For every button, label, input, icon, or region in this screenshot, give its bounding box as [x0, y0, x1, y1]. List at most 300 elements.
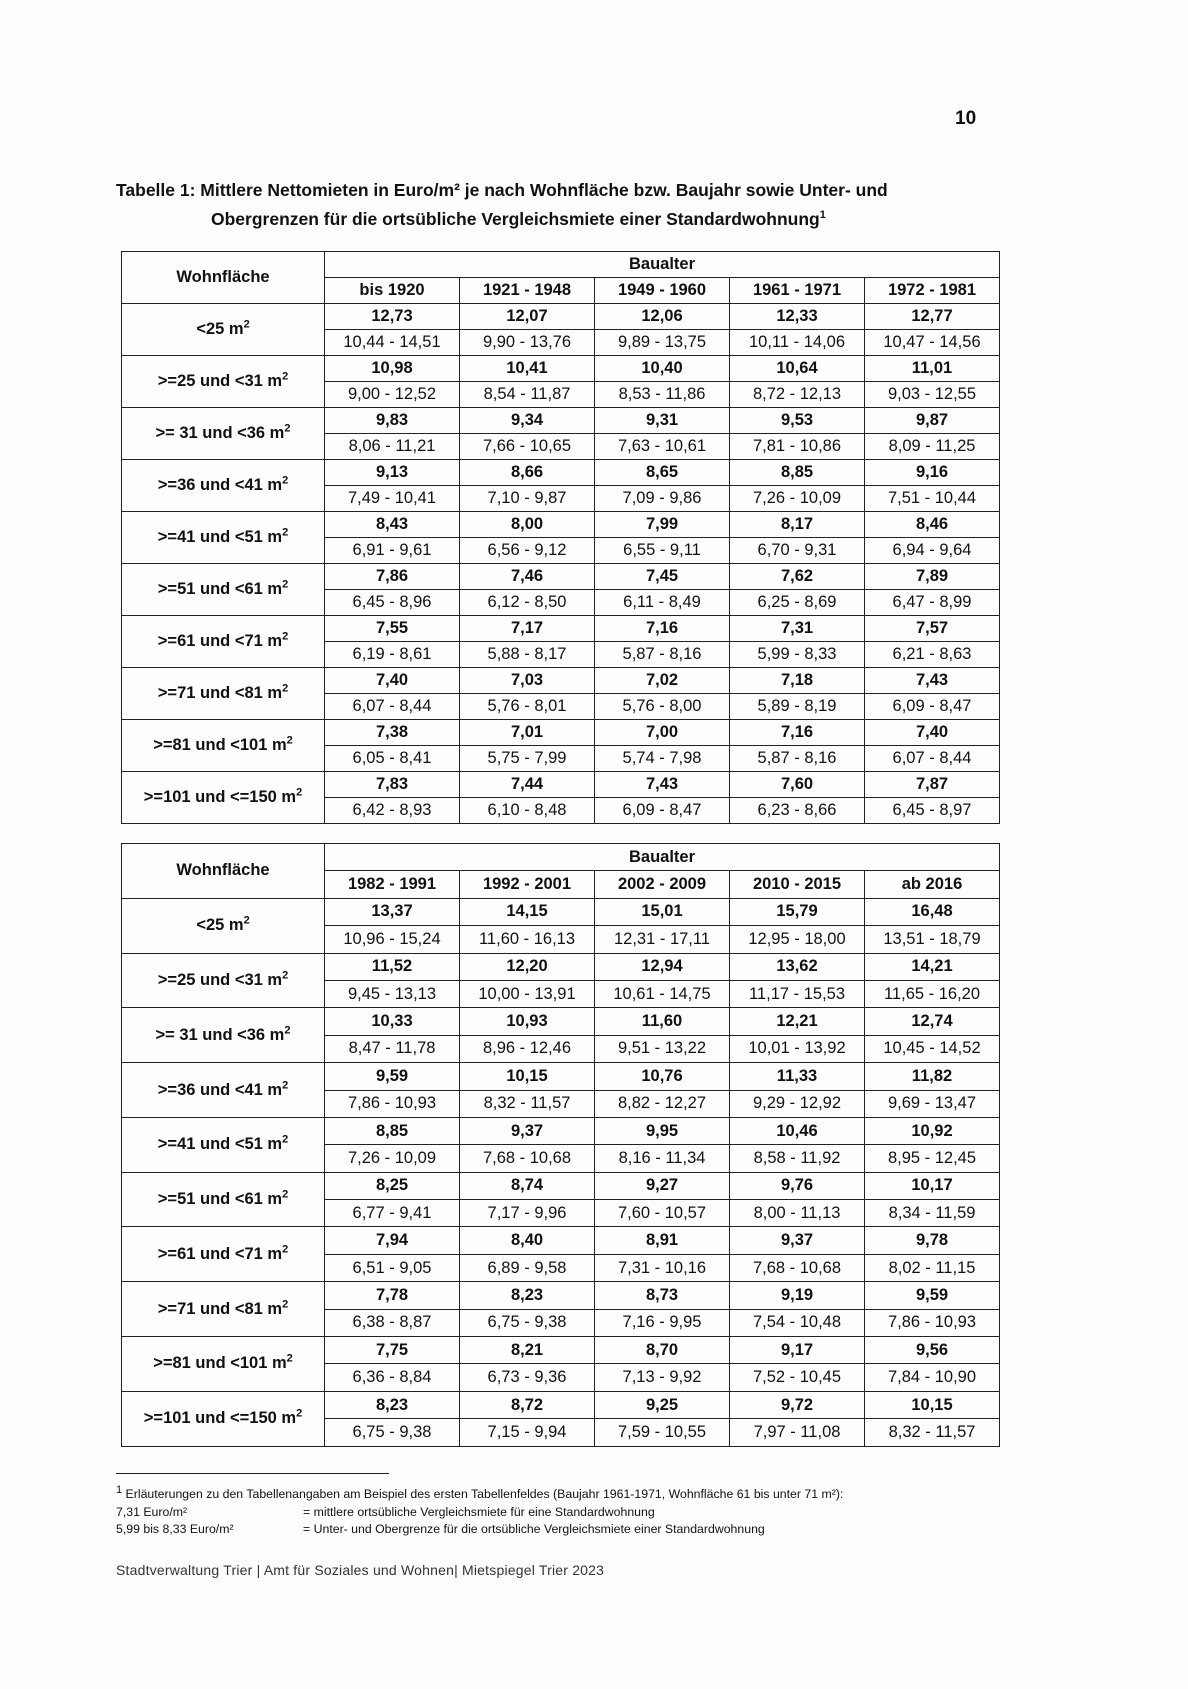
mean-rent-cell: 15,01: [595, 898, 730, 925]
rent-range-cell: 10,11 - 14,06: [730, 330, 865, 356]
rent-range-cell: 6,55 - 9,11: [595, 538, 730, 564]
rent-range-cell: 10,01 - 13,92: [730, 1035, 865, 1062]
rent-range-cell: 7,15 - 9,94: [460, 1419, 595, 1446]
rent-range-cell: 8,32 - 11,57: [865, 1419, 1000, 1446]
footnote-entry-key: 5,99 bis 8,33 Euro/m²: [116, 1522, 234, 1536]
mean-rent-cell: 12,94: [595, 953, 730, 980]
column-header: 1921 - 1948: [460, 278, 595, 304]
mean-rent-cell: 7,83: [325, 772, 460, 798]
area-unit-exponent: 2: [286, 1352, 293, 1365]
mean-rent-cell: 7,16: [595, 616, 730, 642]
page-footer: Stadtverwaltung Trier | Amt für Soziales und Wohnen| Mietspiegel Trier 2023: [116, 1562, 605, 1578]
mean-rent-cell: 11,01: [865, 356, 1000, 382]
footnote-entry: [116, 1504, 843, 1522]
rent-range-cell: 6,07 - 8,44: [325, 694, 460, 720]
mean-rent-cell: 9,13: [325, 460, 460, 486]
area-cell: [122, 720, 325, 772]
area-cell: [122, 1282, 325, 1337]
area-unit-exponent: 2: [282, 1243, 289, 1256]
rent-range-cell: 7,09 - 9,86: [595, 486, 730, 512]
rent-range-cell: 5,74 - 7,98: [595, 746, 730, 772]
area-cell: [122, 1117, 325, 1172]
rent-range-cell: 6,38 - 8,87: [325, 1309, 460, 1336]
area-unit-exponent: 2: [284, 1024, 291, 1037]
rent-range-cell: 6,23 - 8,66: [730, 798, 865, 824]
table-row-mean: [122, 1063, 1000, 1090]
footnote-entry: [116, 1521, 843, 1539]
mean-rent-cell: 10,98: [325, 356, 460, 382]
area-label: >=51 und <61 m: [157, 1190, 283, 1209]
area-header: Wohnfläche: [122, 252, 325, 304]
table-row-mean: [122, 720, 1000, 746]
area-label: >=101 und <=150 m: [143, 1409, 297, 1428]
rent-range-cell: 5,87 - 8,16: [595, 642, 730, 668]
mean-rent-cell: 9,83: [325, 408, 460, 434]
mean-rent-cell: 8,40: [460, 1227, 595, 1254]
rent-range-cell: 8,00 - 11,13: [730, 1200, 865, 1227]
mean-rent-cell: 10,46: [730, 1117, 865, 1144]
area-cell: [122, 668, 325, 720]
mean-rent-cell: 7,45: [595, 564, 730, 590]
area-label: >=61 und <71 m: [157, 632, 283, 650]
baualter-header: Baualter: [325, 252, 1000, 278]
mean-rent-cell: 9,37: [730, 1227, 865, 1254]
mean-rent-cell: 8,70: [595, 1337, 730, 1364]
rent-range-cell: 8,54 - 11,87: [460, 382, 595, 408]
rent-range-cell: 10,00 - 13,91: [460, 980, 595, 1007]
area-cell: [122, 1227, 325, 1282]
mean-rent-cell: 9,87: [865, 408, 1000, 434]
mean-rent-cell: 8,91: [595, 1227, 730, 1254]
rent-range-cell: 6,11 - 8,49: [595, 590, 730, 616]
rent-range-cell: 7,17 - 9,96: [460, 1200, 595, 1227]
mean-rent-cell: 7,87: [865, 772, 1000, 798]
mean-rent-cell: 10,93: [460, 1008, 595, 1035]
area-unit-exponent: 2: [286, 734, 293, 747]
area-unit-exponent: 2: [282, 1133, 289, 1146]
mean-rent-cell: 10,76: [595, 1063, 730, 1090]
mean-rent-cell: 9,76: [730, 1172, 865, 1199]
rent-range-cell: 7,51 - 10,44: [865, 486, 1000, 512]
area-label: >=25 und <31 m: [157, 372, 283, 390]
mean-rent-cell: 12,21: [730, 1008, 865, 1035]
table-row-mean: [122, 1172, 1000, 1199]
mean-rent-cell: 8,23: [460, 1282, 595, 1309]
rent-range-cell: 7,10 - 9,87: [460, 486, 595, 512]
column-header: 2002 - 2009: [595, 871, 730, 898]
rent-range-cell: 5,87 - 8,16: [730, 746, 865, 772]
rent-range-cell: 7,59 - 10,55: [595, 1419, 730, 1446]
rent-range-cell: 5,99 - 8,33: [730, 642, 865, 668]
rent-range-cell: 10,44 - 14,51: [325, 330, 460, 356]
rent-range-cell: 9,00 - 12,52: [325, 382, 460, 408]
mean-rent-cell: 16,48: [865, 898, 1000, 925]
area-cell: [122, 953, 325, 1008]
mean-rent-cell: 10,15: [865, 1391, 1000, 1418]
area-unit-exponent: 2: [282, 1188, 289, 1201]
rent-range-cell: 5,88 - 8,17: [460, 642, 595, 668]
mean-rent-cell: 7,89: [865, 564, 1000, 590]
mean-rent-cell: 7,78: [325, 1282, 460, 1309]
mean-rent-cell: 7,00: [595, 720, 730, 746]
rent-range-cell: 7,31 - 10,16: [595, 1254, 730, 1281]
rent-range-cell: 9,89 - 13,75: [595, 330, 730, 356]
area-label: >=41 und <51 m: [157, 1135, 283, 1154]
rent-range-cell: 11,60 - 16,13: [460, 926, 595, 953]
mean-rent-cell: 13,62: [730, 953, 865, 980]
rent-range-cell: 7,66 - 10,65: [460, 434, 595, 460]
rent-range-cell: 7,16 - 9,95: [595, 1309, 730, 1336]
area-cell: [122, 460, 325, 512]
rent-range-cell: 7,49 - 10,41: [325, 486, 460, 512]
mean-rent-cell: 9,59: [325, 1063, 460, 1090]
rent-range-cell: 9,29 - 12,92: [730, 1090, 865, 1117]
rent-range-cell: 9,51 - 13,22: [595, 1035, 730, 1062]
mean-rent-cell: 10,41: [460, 356, 595, 382]
rent-range-cell: 6,07 - 8,44: [865, 746, 1000, 772]
area-label: >=25 und <31 m: [157, 970, 283, 989]
mean-rent-cell: 9,56: [865, 1337, 1000, 1364]
mean-rent-cell: 12,33: [730, 304, 865, 330]
mean-rent-cell: 8,25: [325, 1172, 460, 1199]
rent-range-cell: 6,91 - 9,61: [325, 538, 460, 564]
rent-range-cell: 5,76 - 8,01: [460, 694, 595, 720]
footnote-text: Erläuterungen zu den Tabellenangaben am Beispiel des ersten Tabellenfeldes (Baujahr 1961-1971, Wohnfläche 61 bis unter 71 m²):: [125, 1487, 844, 1501]
table-row-mean: [122, 564, 1000, 590]
rent-range-cell: 13,51 - 18,79: [865, 926, 1000, 953]
mean-rent-cell: 8,00: [460, 512, 595, 538]
mean-rent-cell: 9,17: [730, 1337, 865, 1364]
rent-range-cell: 6,09 - 8,47: [865, 694, 1000, 720]
table-row-mean: [122, 1008, 1000, 1035]
column-header: 1982 - 1991: [325, 871, 460, 898]
rent-range-cell: 7,26 - 10,09: [325, 1145, 460, 1172]
area-unit-exponent: 2: [282, 969, 289, 982]
area-unit-exponent: 2: [243, 318, 250, 331]
table-row-mean: [122, 953, 1000, 980]
rent-range-cell: 7,86 - 10,93: [325, 1090, 460, 1117]
rent-range-cell: 7,97 - 11,08: [730, 1419, 865, 1446]
mean-rent-cell: 10,15: [460, 1063, 595, 1090]
area-label: >=36 und <41 m: [157, 1080, 283, 1099]
mean-rent-cell: 12,74: [865, 1008, 1000, 1035]
table-row-mean: [122, 1227, 1000, 1254]
rent-range-cell: 8,02 - 11,15: [865, 1254, 1000, 1281]
column-header: 1972 - 1981: [865, 278, 1000, 304]
mean-rent-cell: 7,43: [595, 772, 730, 798]
mean-rent-cell: 12,06: [595, 304, 730, 330]
rent-range-cell: 7,13 - 9,92: [595, 1364, 730, 1391]
area-label: >=61 und <71 m: [157, 1244, 283, 1263]
mean-rent-cell: 10,33: [325, 1008, 460, 1035]
area-unit-exponent: 2: [296, 786, 303, 799]
table-row-mean: [122, 898, 1000, 925]
footnote-divider: [116, 1473, 389, 1474]
mean-rent-cell: 7,02: [595, 668, 730, 694]
area-label: >=36 und <41 m: [157, 476, 283, 494]
area-label: >= 31 und <36 m: [155, 424, 285, 442]
mean-rent-cell: 9,19: [730, 1282, 865, 1309]
mean-rent-cell: 9,72: [730, 1391, 865, 1418]
page-number: 10: [955, 108, 977, 129]
rent-range-cell: 5,76 - 8,00: [595, 694, 730, 720]
mean-rent-cell: 8,72: [460, 1391, 595, 1418]
area-label: >=101 und <=150 m: [143, 788, 297, 806]
rent-range-cell: 6,42 - 8,93: [325, 798, 460, 824]
column-header: 1992 - 2001: [460, 871, 595, 898]
mean-rent-cell: 7,17: [460, 616, 595, 642]
rent-range-cell: 10,47 - 14,56: [865, 330, 1000, 356]
area-cell: [122, 1337, 325, 1392]
rent-range-cell: 6,89 - 9,58: [460, 1254, 595, 1281]
header-row: [122, 252, 1000, 278]
footnote: [116, 1483, 844, 1539]
table-row-mean: [122, 304, 1000, 330]
area-cell: [122, 1172, 325, 1227]
mean-rent-cell: 7,86: [325, 564, 460, 590]
area-unit-exponent: 2: [282, 370, 289, 383]
rent-range-cell: 10,45 - 14,52: [865, 1035, 1000, 1062]
area-cell: [122, 1391, 325, 1446]
area-label: >= 31 und <36 m: [155, 1025, 285, 1044]
mean-rent-cell: 12,77: [865, 304, 1000, 330]
mean-rent-cell: 11,82: [865, 1063, 1000, 1090]
rent-range-cell: 6,51 - 9,05: [325, 1254, 460, 1281]
mean-rent-cell: 9,59: [865, 1282, 1000, 1309]
footnote-marker: 1: [116, 1483, 123, 1496]
area-cell: [122, 1008, 325, 1063]
area-unit-exponent: 2: [282, 630, 289, 643]
footnote-entry-key: 7,31 Euro/m²: [116, 1504, 188, 1519]
rent-range-cell: 7,68 - 10,68: [730, 1254, 865, 1281]
mean-rent-cell: 8,85: [325, 1117, 460, 1144]
mean-rent-cell: 7,62: [730, 564, 865, 590]
rent-range-cell: 8,82 - 12,27: [595, 1090, 730, 1117]
mean-rent-cell: 7,94: [325, 1227, 460, 1254]
rent-range-cell: 12,95 - 18,00: [730, 926, 865, 953]
header-row: [122, 844, 1000, 871]
mean-rent-cell: 7,60: [730, 772, 865, 798]
rent-range-cell: 6,47 - 8,99: [865, 590, 1000, 616]
mean-rent-cell: 8,73: [595, 1282, 730, 1309]
area-cell: [122, 898, 325, 953]
rent-range-cell: 7,86 - 10,93: [865, 1309, 1000, 1336]
table-row-mean: [122, 616, 1000, 642]
mean-rent-cell: 9,16: [865, 460, 1000, 486]
mean-rent-cell: 8,66: [460, 460, 595, 486]
caption-line-2-text: Obergrenzen für die ortsübliche Vergleichsmiete einer Standardwohnung: [211, 209, 820, 229]
mean-rent-cell: 8,74: [460, 1172, 595, 1199]
mean-rent-cell: 11,33: [730, 1063, 865, 1090]
rent-range-cell: 6,05 - 8,41: [325, 746, 460, 772]
rent-range-cell: 6,77 - 9,41: [325, 1200, 460, 1227]
mean-rent-cell: 12,07: [460, 304, 595, 330]
mean-rent-cell: 15,79: [730, 898, 865, 925]
rent-range-cell: 8,53 - 11,86: [595, 382, 730, 408]
mean-rent-cell: 11,52: [325, 953, 460, 980]
area-cell: [122, 512, 325, 564]
area-label: >=81 und <101 m: [153, 1354, 287, 1373]
rent-table-1: [121, 251, 1000, 824]
table-row-mean: [122, 512, 1000, 538]
mean-rent-cell: 8,46: [865, 512, 1000, 538]
area-label: >=51 und <61 m: [157, 580, 283, 598]
rent-range-cell: 6,73 - 9,36: [460, 1364, 595, 1391]
rent-range-cell: 7,84 - 10,90: [865, 1364, 1000, 1391]
rent-range-cell: 8,32 - 11,57: [460, 1090, 595, 1117]
mean-rent-cell: 7,43: [865, 668, 1000, 694]
mean-rent-cell: 7,16: [730, 720, 865, 746]
area-cell: [122, 408, 325, 460]
table-row-mean: [122, 772, 1000, 798]
mean-rent-cell: 7,57: [865, 616, 1000, 642]
area-label: >=71 und <81 m: [157, 684, 283, 702]
mean-rent-cell: 7,99: [595, 512, 730, 538]
table-row-mean: [122, 1282, 1000, 1309]
mean-rent-cell: 7,40: [865, 720, 1000, 746]
mean-rent-cell: 9,37: [460, 1117, 595, 1144]
area-unit-exponent: 2: [282, 578, 289, 591]
footnote-marker: 1: [819, 209, 826, 222]
mean-rent-cell: 8,23: [325, 1391, 460, 1418]
area-unit-exponent: 2: [282, 682, 289, 695]
area-unit-exponent: 2: [282, 526, 289, 539]
area-header: Wohnfläche: [122, 844, 325, 899]
mean-rent-cell: 10,64: [730, 356, 865, 382]
area-cell: [122, 356, 325, 408]
rent-range-cell: 6,19 - 8,61: [325, 642, 460, 668]
mean-rent-cell: 9,27: [595, 1172, 730, 1199]
rent-range-cell: 9,69 - 13,47: [865, 1090, 1000, 1117]
column-header: 1949 - 1960: [595, 278, 730, 304]
rent-range-cell: 6,12 - 8,50: [460, 590, 595, 616]
mean-rent-cell: 7,55: [325, 616, 460, 642]
rent-range-cell: 6,45 - 8,97: [865, 798, 1000, 824]
mean-rent-cell: 8,21: [460, 1337, 595, 1364]
rent-range-cell: 8,06 - 11,21: [325, 434, 460, 460]
rent-range-cell: 8,58 - 11,92: [730, 1145, 865, 1172]
mean-rent-cell: 14,15: [460, 898, 595, 925]
caption-line-1: Tabelle 1: Mittlere Nettomieten in Euro/m² je nach Wohnfläche bzw. Baujahr sowie Unter- und: [116, 180, 888, 200]
rent-range-cell: 6,45 - 8,96: [325, 590, 460, 616]
mean-rent-cell: 7,46: [460, 564, 595, 590]
area-label: >=81 und <101 m: [153, 736, 287, 754]
mean-rent-cell: 9,31: [595, 408, 730, 434]
mean-rent-cell: 11,60: [595, 1008, 730, 1035]
rent-range-cell: 11,65 - 16,20: [865, 980, 1000, 1007]
rent-range-cell: 8,34 - 11,59: [865, 1200, 1000, 1227]
area-cell: [122, 772, 325, 824]
mean-rent-cell: 12,73: [325, 304, 460, 330]
mean-rent-cell: 8,65: [595, 460, 730, 486]
area-cell: [122, 564, 325, 616]
rent-table-2: [121, 843, 1000, 1447]
table-row-mean: [122, 668, 1000, 694]
mean-rent-cell: 8,43: [325, 512, 460, 538]
mean-rent-cell: 7,18: [730, 668, 865, 694]
mean-rent-cell: 9,78: [865, 1227, 1000, 1254]
rent-range-cell: 7,63 - 10,61: [595, 434, 730, 460]
rent-table-body: [122, 844, 1000, 1447]
rent-range-cell: 9,03 - 12,55: [865, 382, 1000, 408]
rent-range-cell: 6,70 - 9,31: [730, 538, 865, 564]
rent-range-cell: 8,16 - 11,34: [595, 1145, 730, 1172]
column-header: bis 1920: [325, 278, 460, 304]
table-caption: [116, 176, 1116, 234]
baualter-header: Baualter: [325, 844, 1000, 871]
area-unit-exponent: 2: [296, 1407, 303, 1420]
table-row-mean: [122, 1117, 1000, 1144]
rent-range-cell: 5,75 - 7,99: [460, 746, 595, 772]
area-unit-exponent: 2: [282, 1298, 289, 1311]
mean-rent-cell: 10,92: [865, 1117, 1000, 1144]
rent-range-cell: 8,95 - 12,45: [865, 1145, 1000, 1172]
rent-range-cell: 9,90 - 13,76: [460, 330, 595, 356]
caption-line-2: [116, 205, 1116, 234]
mean-rent-cell: 9,25: [595, 1391, 730, 1418]
rent-range-cell: 6,25 - 8,69: [730, 590, 865, 616]
rent-range-cell: 6,75 - 9,38: [325, 1419, 460, 1446]
rent-range-cell: 7,81 - 10,86: [730, 434, 865, 460]
rent-range-cell: 7,54 - 10,48: [730, 1309, 865, 1336]
mean-rent-cell: 8,85: [730, 460, 865, 486]
footnote-entry-value: = Unter- und Obergrenze für die ortsübliche Vergleichsmiete einer Standardwohnung: [303, 1522, 765, 1536]
mean-rent-cell: 9,95: [595, 1117, 730, 1144]
area-label: <25 m: [196, 916, 244, 935]
area-unit-exponent: 2: [284, 422, 291, 435]
area-cell: [122, 304, 325, 356]
mean-rent-cell: 12,20: [460, 953, 595, 980]
rent-range-cell: 6,10 - 8,48: [460, 798, 595, 824]
footnote-entry-value: = mittlere ortsübliche Vergleichsmiete für eine Standardwohnung: [303, 1504, 655, 1519]
mean-rent-cell: 7,01: [460, 720, 595, 746]
rent-range-cell: 7,68 - 10,68: [460, 1145, 595, 1172]
rent-range-cell: 6,56 - 9,12: [460, 538, 595, 564]
area-label: >=41 und <51 m: [157, 528, 283, 546]
mean-rent-cell: 10,17: [865, 1172, 1000, 1199]
rent-range-cell: 9,45 - 13,13: [325, 980, 460, 1007]
column-header: 1961 - 1971: [730, 278, 865, 304]
rent-range-cell: 6,09 - 8,47: [595, 798, 730, 824]
rent-table-body: [122, 252, 1000, 824]
table-row-mean: [122, 1337, 1000, 1364]
area-cell: [122, 616, 325, 668]
mean-rent-cell: 7,40: [325, 668, 460, 694]
rent-range-cell: 6,21 - 8,63: [865, 642, 1000, 668]
column-header: ab 2016: [865, 871, 1000, 898]
mean-rent-cell: 7,44: [460, 772, 595, 798]
rent-range-cell: 8,47 - 11,78: [325, 1035, 460, 1062]
mean-rent-cell: 10,40: [595, 356, 730, 382]
table-row-mean: [122, 460, 1000, 486]
table-row-mean: [122, 408, 1000, 434]
rent-range-cell: 10,61 - 14,75: [595, 980, 730, 1007]
rent-range-cell: 6,36 - 8,84: [325, 1364, 460, 1391]
rent-range-cell: 8,72 - 12,13: [730, 382, 865, 408]
area-label: <25 m: [196, 320, 244, 338]
area-unit-exponent: 2: [243, 914, 250, 927]
mean-rent-cell: 9,53: [730, 408, 865, 434]
area-cell: [122, 1063, 325, 1118]
mean-rent-cell: 14,21: [865, 953, 1000, 980]
mean-rent-cell: 7,75: [325, 1337, 460, 1364]
rent-range-cell: 7,60 - 10,57: [595, 1200, 730, 1227]
rent-range-cell: 5,89 - 8,19: [730, 694, 865, 720]
area-unit-exponent: 2: [282, 474, 289, 487]
mean-rent-cell: 7,03: [460, 668, 595, 694]
rent-range-cell: 12,31 - 17,11: [595, 926, 730, 953]
rent-range-cell: 8,09 - 11,25: [865, 434, 1000, 460]
